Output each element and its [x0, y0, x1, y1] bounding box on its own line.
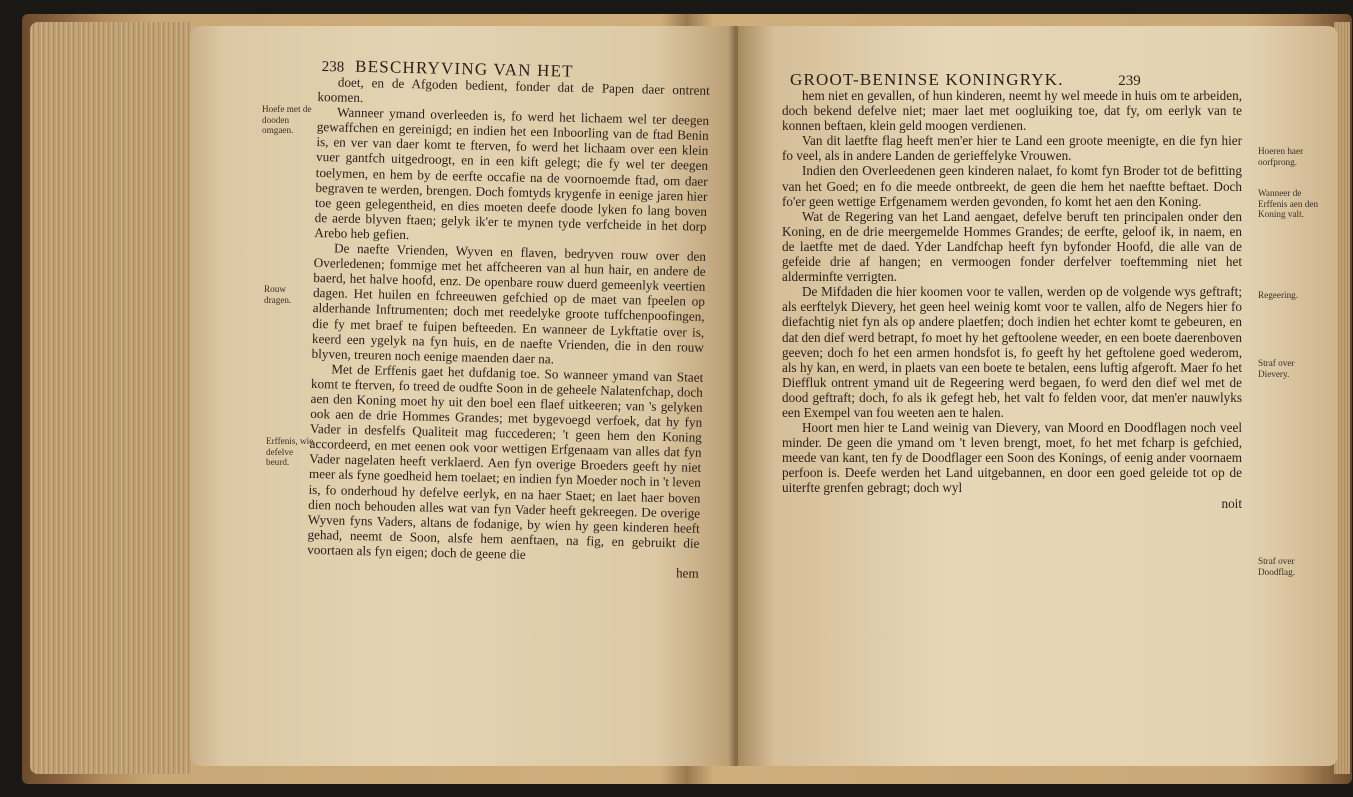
right-paragraph: Wat de Regering van het Land aengaet, defelve beruft ten principalen onder den Koning, en de drie meergemelde Hommes Grandes; de eerfte, geloof ik, in naem, en de laetfte met de daed. Yder Landfchap heeft fyn byfonder Hoofd, die alle van de gefeide drie af hangen; en vermoogen fonder derfelver toeftemming niet het alderminfte verrigten.: [782, 208, 1242, 285]
right-head-title: GROOT-BENINSE KONINGRYK.: [790, 70, 1064, 89]
right-margin-note: Regeering.: [1258, 290, 1299, 300]
right-margin-note: Straf over Doodflag.: [1258, 556, 1295, 577]
left-paragraph: Wanneer ymand overleeden is, fo werd het lichaem wel ter deegen gewaffchen en gereinigd; en indien het een Inboorling van de ftad Benin is, en ver van daer komt te fterven, fo werd het lichaam over een klein vuer gantfch uitgedroogt, en in een kift gelegt; die fy wel ter deegen toelymen, en hem by de eerfte occafie na de voornoemde ftad, om daer begraven te werden, brengen. Doch fomtyds krygenfe in eenige jaren hier toe geen gelegentheid, en dies moeten deefe doode lyken fo lang boven de aerde blyven ftaen; gelyk ik'er te mynen tyde verfcheide in het dorp Arebo heb gefien.: [314, 104, 710, 243]
left-page: [190, 26, 736, 766]
right-page: [738, 26, 1338, 766]
right-running-head: [790, 70, 1141, 90]
right-margin-note: Wanneer de Erffenis aen den Koning valt.: [1258, 188, 1319, 219]
left-margin-note: Erffenis, wie defelve beurd.: [266, 436, 314, 467]
right-paragraph: Indien den Overleedenen geen kinderen nalaet, fo komt fyn Broder tot de befitting van het Goed; en fo die meede ontbreekt, de geen die hem het naeftte beftaet. Doch fo'er geen wettige Erfgenamem werden gevonden, fo komt het aen den Koning.: [782, 163, 1242, 209]
left-paragraph: De naefte Vrienden, Wyven en flaven, bedryven rouw over den Overledenen; fommige met het affcheeren van al hun hair, en andere de baerd, het halve hoofd, enz. De openbare rouw duerd gemeenlyk veertien dagen. Het huilen en fchreeuwen gefchied op de maet van fpeelen op alderhande Inftrumenten; doch met reedelyke groote tuffchenpoofingen, die fy met braef te fuipen befteeden. En wanneer de Lykftatie over is, keerd een ygelyk na fyn huis, en de naefte Vrienden, die in den rouw blyven, treuren noch eenige maenden daer na.: [311, 240, 707, 367]
left-paragraph: doet, en de Afgoden bedient, fonder dat de Papen daer ontrent koomen.: [317, 74, 710, 106]
right-paragraph: Hoort men hier te Land weinig van Dievery, van Moord en Doodflagen noch veel minder. De geen die ymand om 't leven brengt, moet, fo het met fcharp is gefchied, meede van kant, ten fy de Doodflager een Soon des Konings, of eenig ander voornaem perfoon is. Deefe werden het Land uitgebannen, en door een goed geleide tot op de uiterfte grenfen gebragt; doch wyl: [782, 420, 1242, 496]
right-paragraph: Van dit laetfte flag heeft men'er hier te Land een groote meenigte, en die fyn hier fo veel, als in andere Landen de gerieffelyke Vrouwen.: [782, 133, 1242, 164]
page-stack-left: [30, 22, 192, 774]
left-margin-note: Rouw dragen.: [264, 284, 292, 305]
right-margin-note: Hoeren haer oorfprong.: [1258, 146, 1304, 167]
left-margin-note: Hoefe met de dooden omgaen.: [262, 104, 312, 135]
left-body-text: [307, 74, 710, 581]
right-catchword: noit: [1221, 495, 1242, 511]
right-page-number: 239: [1118, 73, 1141, 89]
right-paragraph: De Mifdaden die hier koomen voor te vallen, werden op de volgende wys geftraft; als eerftelyk Dievery, het geen heel weinig komt voor te vallen, alfo de Negers hier fo diefachtig niet fyn als op andere plaetfen; doch indien het echter komt te gebeuren, en dat den dief werd betrapt, fo moet hy het geftoolene weeder, en een boete daerenboven geeven; doch fo het een armen hondsfot is, fo geeft hy het geftolene goed wederom, als hy kan, en werd, in plaets van een boete te betalen, eens luftig afgeroft. Maer fo het Dieffluk ontrent ymand uit de Regeering werd begaen, fo werd den dief wel met de dood geftraft; doch, fo als ik gefegt heb, het valt fo felden voor, dat men'er nauwlyks een Exempel van fou weeten aen te halen.: [782, 284, 1242, 420]
right-margin-note: Straf over Dievery.: [1258, 358, 1295, 379]
left-head-title: BESCHRYVING VAN HET: [354, 56, 574, 81]
left-page-number: 238: [321, 58, 345, 76]
left-paragraph: Met de Erffenis gaet het dufdanig toe. So wanneer ymand van Staet komt te fterven, fo treed de oudfte Soon in de geheele Nalatenfchap, doch aen den Koning moet hy uit den boel een flaef uitkeeren; van 's gelyken ook aen de drie Hommes Grandes; met bygevoegd verfoek, dat hy fyn Vader in desfelfs Qualiteit mag fuccederen; 't geen hem den Koning accordeerd, en met eenen ook voor wettigen Erfgenaam van alles dat fyn Vader nagelaten heeft verklaerd. Aen fyn overige Broeders geeft hy niet meer als fyne goedheid hem toelaet; en indien fyn Moeder noch in 't leven is, fo onderhoud hy defelve eerlyk, en na haer Staet; en laet haer boven dien noch behouden alles wat van fyn Vader heeft gekreegen. De overige Wyven fyns Vaders, altans de fodanige, by wien hy geen kinderen heeft gehad, neemt de Soon, alsfe hem aenftaen, na fig, en gebruikt die voortaen als fyn eigen; doch de geene die: [307, 361, 704, 562]
right-paragraph: hem niet en gevallen, of hun kinderen, neemt hy wel meede in huis om te arbeiden, doch bekend defelve niet; maer laet met oogluiking toe, dat fy, om eerlyk van te konnen beftaen, klein geld moogen verdienen.: [782, 88, 1242, 134]
right-body-text: [782, 88, 1242, 511]
left-catchword: hem: [675, 565, 699, 581]
